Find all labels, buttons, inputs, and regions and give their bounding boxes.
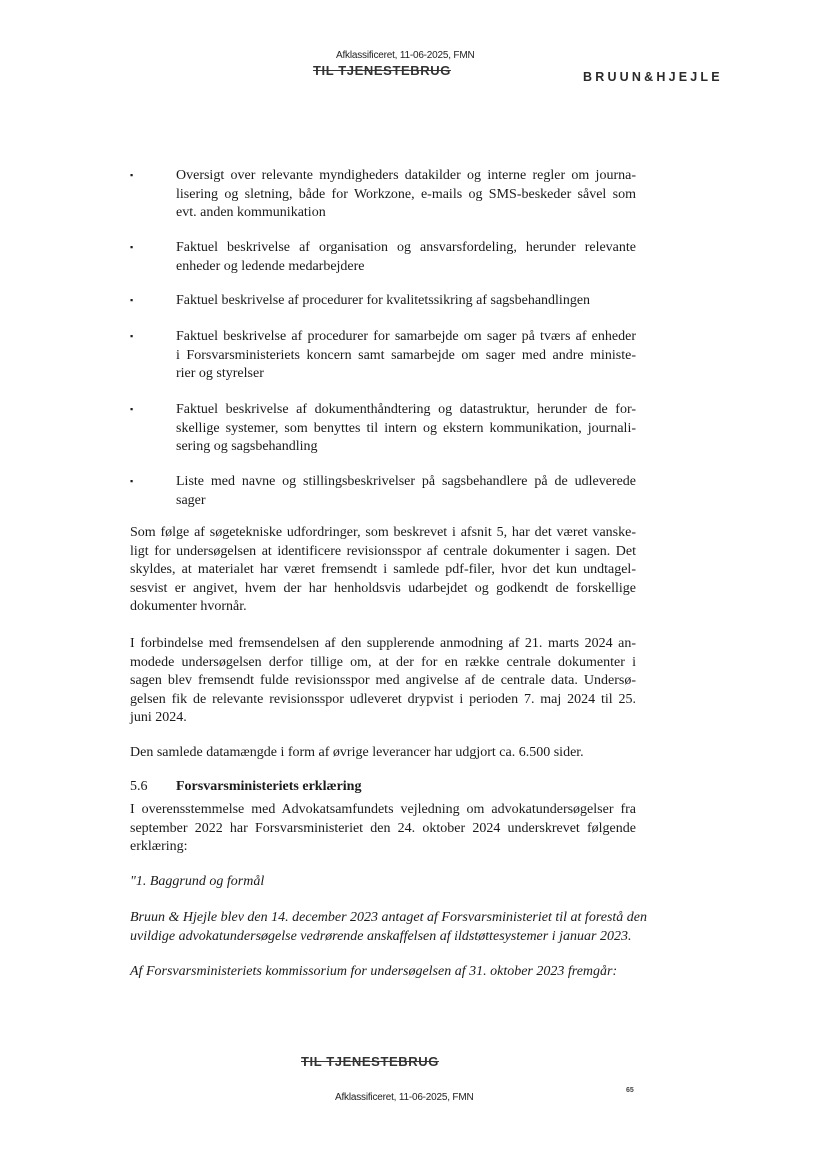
bullet-icon: ▪ xyxy=(130,331,134,341)
text-line: Bruun & Hjejle blev den 14. december 2023 antaget af Forsvarsministeriet til at forestå den xyxy=(130,910,648,925)
page-number: 65 xyxy=(626,1087,634,1094)
text-line: Faktuel beskrivelse af dokumenthåndtering og datastruktur, herunder de for- xyxy=(176,402,636,417)
text-line: dokumenter hvornår. xyxy=(130,599,247,615)
quote-paragraph-2: Af Forsvarsministeriets kommissorium for undersøgelsen af 31. oktober 2023 fremgår: xyxy=(130,964,618,979)
text-line: I overensstemmelse med Advokatsamfundets vejledning om advokatundersøgelser fra xyxy=(130,802,636,817)
text-line: september 2022 har Forsvarsministeriet den 24. oktober 2024 underskrevet følgende xyxy=(130,820,636,836)
section-number: 5.6 xyxy=(130,779,148,794)
text-line: Faktuel beskrivelse af procedurer for samarbejde om sager på tværs af enheder xyxy=(176,329,636,344)
text-line: sager xyxy=(176,492,206,508)
classification-bottom: TIL TJENESTEBRUG xyxy=(301,1054,439,1069)
list-item xyxy=(176,401,636,457)
text-line: evt. anden kommunikation xyxy=(176,205,326,221)
text-line: sering og sagsbehandling xyxy=(176,439,318,455)
list-item xyxy=(176,292,636,311)
firm-logo: BRUUN&HJEJLE xyxy=(583,70,723,84)
text-line: sagen blev fremsendt fulde revisionsspor med angivelse af de centrale data. Undersø- xyxy=(130,673,636,689)
paragraph xyxy=(130,524,636,617)
text-line: uvildige advokatundersøgelse vedrørende anskaffelsen af ildstøttesystemer i januar 2023. xyxy=(130,928,632,944)
list-item xyxy=(176,167,636,223)
text-line: Faktuel beskrivelse af procedurer for kvalitetssikring af sagsbehandlingen xyxy=(176,293,591,308)
declassified-stamp-bottom: Afklassificeret, 11-06-2025, FMN xyxy=(335,1092,474,1103)
text-line: rier og styrelser xyxy=(176,366,264,382)
declassified-stamp-top: Afklassificeret, 11-06-2025, FMN xyxy=(336,50,475,61)
list-item xyxy=(176,473,636,510)
bullet-icon: ▪ xyxy=(130,242,134,252)
text-line: lisering og sletning, både for Workzone, e-mails og SMS-beskeder såvel som xyxy=(176,186,636,202)
list-item xyxy=(176,239,636,276)
text-line: ligt for undersøgelsen at identificere revisionsspor af centrale dokumenter i sagen. Det xyxy=(130,543,636,559)
paragraph xyxy=(130,635,636,728)
text-line: gelsen fik de relevante revisionsspor udleveret drypvist i perioden 7. maj 2024 til 25. xyxy=(130,691,636,707)
bullet-icon: ▪ xyxy=(130,295,134,305)
text-line: I forbindelse med fremsendelsen af den supplerende anmodning af 21. marts 2024 an- xyxy=(130,636,636,651)
classification-top: TIL TJENESTEBRUG xyxy=(313,63,451,78)
bullet-icon: ▪ xyxy=(130,170,134,180)
text-line: skyldes, at materialet har været fremsendt i samlede pdf-filer, hvor det kun undtagel- xyxy=(130,562,636,578)
text-line: enheder og ledende medarbejdere xyxy=(176,258,365,274)
bullet-icon: ▪ xyxy=(130,476,134,486)
text-line: modede undersøgelsen derfor tillige om, at der for en række centrale dokumenter i xyxy=(130,654,636,670)
quote-heading: "1. Baggrund og formål xyxy=(130,874,265,889)
section-title: Forsvarsministeriets erklæring xyxy=(176,779,362,794)
text-line: Oversigt over relevante myndigheders datakilder og interne regler om journa- xyxy=(176,168,636,183)
text-line: i Forsvarsministeriets koncern samt samarbejde om sager med andre ministe- xyxy=(176,347,636,363)
section-body xyxy=(130,801,636,857)
bullet-icon: ▪ xyxy=(130,404,134,414)
paragraph xyxy=(130,744,636,763)
section-heading xyxy=(130,779,361,795)
text-line: Faktuel beskrivelse af organisation og ansvarsfordeling, herunder relevante xyxy=(176,240,636,255)
text-line: sesvist er angivet, hvem der har henholdsvis udarbejdet og godkendt de forskellige xyxy=(130,580,636,596)
quote-paragraph xyxy=(130,909,648,946)
text-line: Som følge af søgetekniske udfordringer, som beskrevet i afsnit 5, har det været vanske- xyxy=(130,525,636,540)
text-line: Den samlede datamængde i form af øvrige leverancer har udgjort ca. 6.500 sider. xyxy=(130,745,584,760)
text-line: Liste med navne og stillingsbeskrivelser på sagsbehandlere på de udleverede xyxy=(176,474,636,489)
list-item xyxy=(176,328,636,384)
text-line: juni 2024. xyxy=(130,710,187,726)
text-line: erklæring: xyxy=(130,839,188,855)
text-line: skellige systemer, som benyttes til intern og ekstern kommunikation, journali- xyxy=(176,420,636,436)
